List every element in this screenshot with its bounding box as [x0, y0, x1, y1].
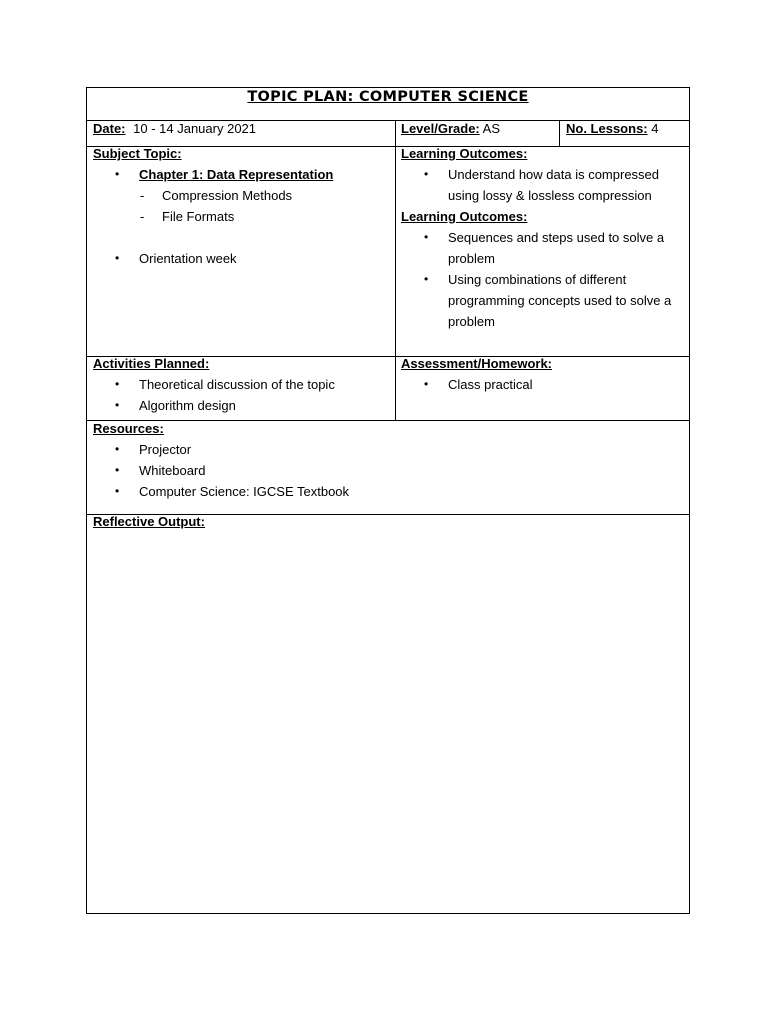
orientation-item: Orientation week [139, 251, 237, 266]
subject-topic-label: Subject Topic: [93, 146, 182, 161]
bullet-icon: • [115, 463, 120, 477]
column-divider-lessons [559, 120, 560, 147]
resource-item: Computer Science: IGCSE Textbook [139, 484, 350, 499]
activity-item: Theoretical discussion of the topic [139, 377, 335, 392]
bullet-icon: • [424, 167, 429, 181]
bullet-icon: • [115, 442, 120, 456]
subtopic-item: File Formats [162, 209, 235, 224]
date-label: Date: [93, 121, 126, 136]
dash-icon: - [140, 209, 145, 224]
bullet-icon: • [424, 230, 429, 244]
bullet-icon: • [424, 377, 429, 391]
outcome-line: Sequences and steps used to solve a [448, 230, 665, 245]
date-field [93, 118, 256, 139]
lessons-label: No. Lessons: [566, 121, 648, 136]
activity-item: Algorithm design [139, 398, 236, 413]
bullet-icon: • [115, 398, 120, 412]
assessment-item: Class practical [448, 377, 533, 392]
date-value: 10 - 14 January 2021 [133, 121, 257, 136]
resources-label: Resources: [93, 421, 164, 436]
outcome-line: problem [448, 314, 495, 329]
dash-icon: - [140, 188, 145, 203]
bullet-icon: • [115, 484, 120, 498]
outcome-line: Understand how data is compressed [448, 167, 660, 182]
resource-item: Projector [139, 442, 192, 457]
subtopic-item: Compression Methods [162, 188, 293, 203]
reflective-output-label: Reflective Output: [93, 514, 205, 529]
lessons-field [566, 118, 658, 139]
bullet-icon: • [115, 167, 120, 181]
resource-item: Whiteboard [139, 463, 206, 478]
page-title: TOPIC PLAN: COMPUTER SCIENCE [247, 89, 529, 105]
lessons-value: 4 [651, 121, 659, 136]
learning-outcomes-label: Learning Outcomes: [401, 209, 528, 224]
activities-label: Activities Planned: [93, 356, 210, 371]
assessment-label: Assessment/Homework: [401, 356, 552, 371]
outcome-line: programming concepts used to solve a [448, 293, 672, 308]
chapter-title: Chapter 1: Data Representation [139, 167, 334, 182]
row-divider-activities [86, 420, 690, 421]
level-value: AS [482, 121, 501, 136]
level-label: Level/Grade: [401, 121, 480, 136]
column-divider-main [395, 120, 396, 421]
outcome-line: using lossy & lossless compression [448, 188, 652, 203]
bullet-icon: • [424, 272, 429, 286]
outcome-line: problem [448, 251, 495, 266]
bullet-icon: • [115, 251, 120, 265]
level-field [401, 118, 500, 139]
outcome-line: Using combinations of different [448, 272, 627, 287]
learning-outcomes-label: Learning Outcomes: [401, 146, 528, 161]
bullet-icon: • [115, 377, 120, 391]
